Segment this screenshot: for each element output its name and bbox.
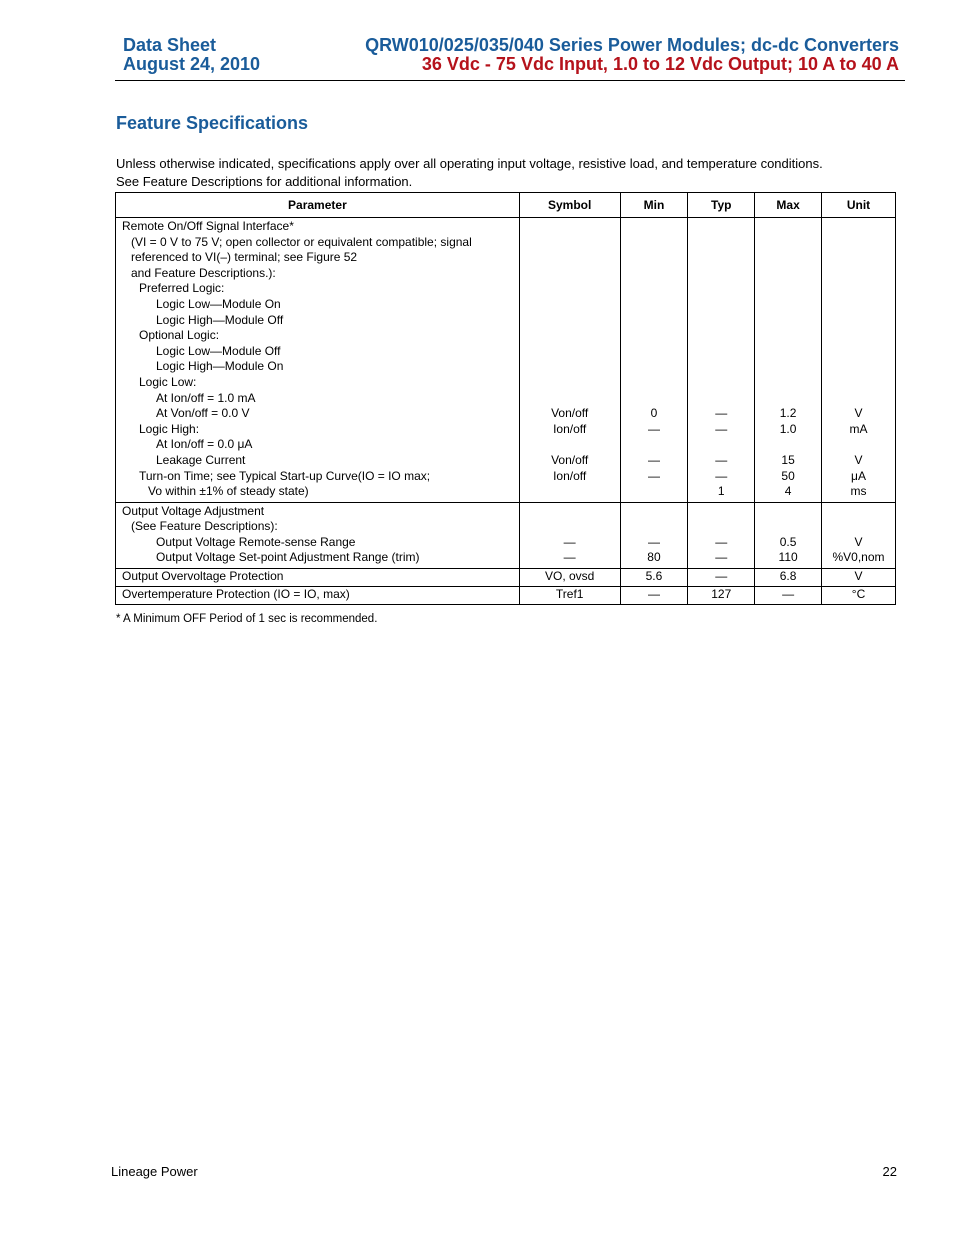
col-header-symbol: Symbol xyxy=(519,193,620,218)
value: %V0,nom xyxy=(832,550,885,565)
value: Ion/off xyxy=(553,468,587,483)
max-cell xyxy=(755,218,822,503)
col-header-unit: Unit xyxy=(822,193,896,218)
value: 1 xyxy=(717,484,725,499)
unit-cell xyxy=(822,502,896,568)
value: — xyxy=(647,421,660,436)
header-left xyxy=(123,36,260,74)
typ-cell xyxy=(688,502,755,568)
value: — xyxy=(715,550,728,565)
param-line: Preferred Logic: xyxy=(139,281,225,296)
value xyxy=(526,484,614,500)
value: — xyxy=(715,406,728,421)
min-cell xyxy=(620,587,688,605)
intro-line: See Feature Descriptions for additional information. xyxy=(116,174,413,189)
value: 15 xyxy=(781,452,795,467)
symbol-cell xyxy=(519,587,620,605)
value: — xyxy=(647,534,660,549)
unit-cell xyxy=(822,569,896,587)
param-cell xyxy=(116,569,520,587)
symbol-cell xyxy=(519,218,620,503)
param-line: At Ion/off = 0.0 μA xyxy=(156,437,253,452)
param-line: Logic High—Module On xyxy=(156,359,284,374)
value: — xyxy=(647,587,660,602)
symbol-cell xyxy=(519,569,620,587)
param-cell xyxy=(116,218,520,503)
param-line: Turn-on Time; see Typical Start-up Curve(IO = IO max; xyxy=(139,468,431,483)
value: — xyxy=(563,534,576,549)
product-subtitle: 36 Vdc - 75 Vdc Input, 1.0 to 12 Vdc Output; 10 A to 40 A xyxy=(421,54,899,74)
param-line: Output Voltage Adjustment xyxy=(122,503,265,518)
value xyxy=(627,437,682,453)
value xyxy=(526,437,614,453)
param-line: At Von/off = 0.0 V xyxy=(156,406,250,421)
value: VO, ovsd xyxy=(544,569,595,584)
param-cell xyxy=(116,587,520,605)
value: 127 xyxy=(711,587,732,602)
value xyxy=(627,484,682,500)
value: — xyxy=(715,569,728,584)
feature-spec-table xyxy=(115,192,896,605)
value: — xyxy=(715,534,728,549)
unit-cell xyxy=(822,218,896,503)
param-line: Logic High: xyxy=(139,421,200,436)
param-line: Logic High—Module Off xyxy=(156,312,284,327)
col-header-parameter: Parameter xyxy=(116,193,520,218)
header-right xyxy=(365,36,899,74)
value xyxy=(761,437,815,453)
value: Von/off xyxy=(551,406,589,421)
value: 1.2 xyxy=(779,406,797,421)
table-row-remote-onoff xyxy=(116,218,896,503)
intro-line: Unless otherwise indicated, specifications apply over all operating input voltage, resistive load, and temperature conditions. xyxy=(116,156,823,171)
unit-cell xyxy=(822,587,896,605)
symbol-cell xyxy=(519,502,620,568)
value: 80 xyxy=(647,550,661,565)
table-row-voltage-adjust xyxy=(116,502,896,568)
value: ms xyxy=(850,484,867,499)
typ-cell xyxy=(688,218,755,503)
param-line: Logic Low: xyxy=(139,374,197,389)
value: — xyxy=(782,587,795,602)
param-line: Output Voltage Set-point Adjustment Range (trim) xyxy=(156,550,420,565)
param-line: Leakage Current xyxy=(156,452,246,467)
min-cell xyxy=(620,569,688,587)
section-title: Feature Specifications xyxy=(116,113,309,133)
param-line: Output Voltage Remote-sense Range xyxy=(156,534,356,549)
typ-cell xyxy=(688,569,755,587)
page-number: 22 xyxy=(882,1164,897,1179)
value: mA xyxy=(849,421,868,436)
value: Ion/off xyxy=(553,421,587,436)
value: — xyxy=(563,550,576,565)
value: Von/off xyxy=(551,452,589,467)
col-header-typ: Typ xyxy=(688,193,755,218)
param-text: Overtemperature Protection (IO = IO, max) xyxy=(122,587,350,602)
col-header-min: Min xyxy=(620,193,688,218)
typ-cell xyxy=(688,587,755,605)
doc-type: Data Sheet xyxy=(123,35,217,55)
value: 1.0 xyxy=(779,421,797,436)
value: — xyxy=(715,421,728,436)
max-cell xyxy=(755,502,822,568)
max-cell xyxy=(755,569,822,587)
value: V xyxy=(854,534,863,549)
header-rule xyxy=(115,80,905,81)
value: V xyxy=(854,406,863,421)
param-line: referenced to VI(–) terminal; see Figure 52 xyxy=(131,250,358,265)
param-line: Vo within ±1% of steady state) xyxy=(148,484,309,499)
doc-date: August 24, 2010 xyxy=(123,54,261,74)
table-row-overtemperature xyxy=(116,587,896,605)
min-cell xyxy=(620,502,688,568)
value xyxy=(828,437,889,453)
param-line: (See Feature Descriptions): xyxy=(131,519,278,534)
value: V xyxy=(854,452,863,467)
value: — xyxy=(647,468,660,483)
min-cell xyxy=(620,218,688,503)
value: 6.8 xyxy=(779,569,797,584)
value: — xyxy=(715,468,728,483)
value: 0 xyxy=(650,406,658,421)
param-line: Logic Low—Module Off xyxy=(156,343,281,358)
value: °C xyxy=(851,587,866,602)
max-cell xyxy=(755,587,822,605)
table-header-row xyxy=(116,193,896,218)
param-line: Logic Low—Module On xyxy=(156,296,281,311)
param-line: Remote On/Off Signal Interface* xyxy=(122,219,294,233)
param-text: Output Overvoltage Protection xyxy=(122,569,284,584)
param-line: At Ion/off = 1.0 mA xyxy=(156,390,256,405)
param-line: Optional Logic: xyxy=(139,328,220,343)
table-row-overvoltage xyxy=(116,569,896,587)
footer-company: Lineage Power xyxy=(111,1164,198,1179)
value: 0.5 xyxy=(779,534,797,549)
value: 50 xyxy=(781,468,795,483)
intro-text xyxy=(116,155,906,191)
param-cell xyxy=(116,502,520,568)
value: Tref1 xyxy=(555,587,584,602)
footnote: * A Minimum OFF Period of 1 sec is recommended. xyxy=(116,613,378,625)
product-title: QRW010/025/035/040 Series Power Modules; dc-dc Converters xyxy=(365,35,899,55)
value: — xyxy=(715,452,728,467)
value: 4 xyxy=(784,484,792,499)
value: V xyxy=(854,569,863,584)
param-line: and Feature Descriptions.): xyxy=(131,265,276,280)
col-header-max: Max xyxy=(755,193,822,218)
value: — xyxy=(647,452,660,467)
value xyxy=(694,437,748,453)
value: 110 xyxy=(778,550,798,565)
value: μA xyxy=(851,468,866,483)
param-line: (VI = 0 V to 75 V; open collector or equivalent compatible; signal xyxy=(131,234,472,249)
value: 5.6 xyxy=(645,569,663,584)
